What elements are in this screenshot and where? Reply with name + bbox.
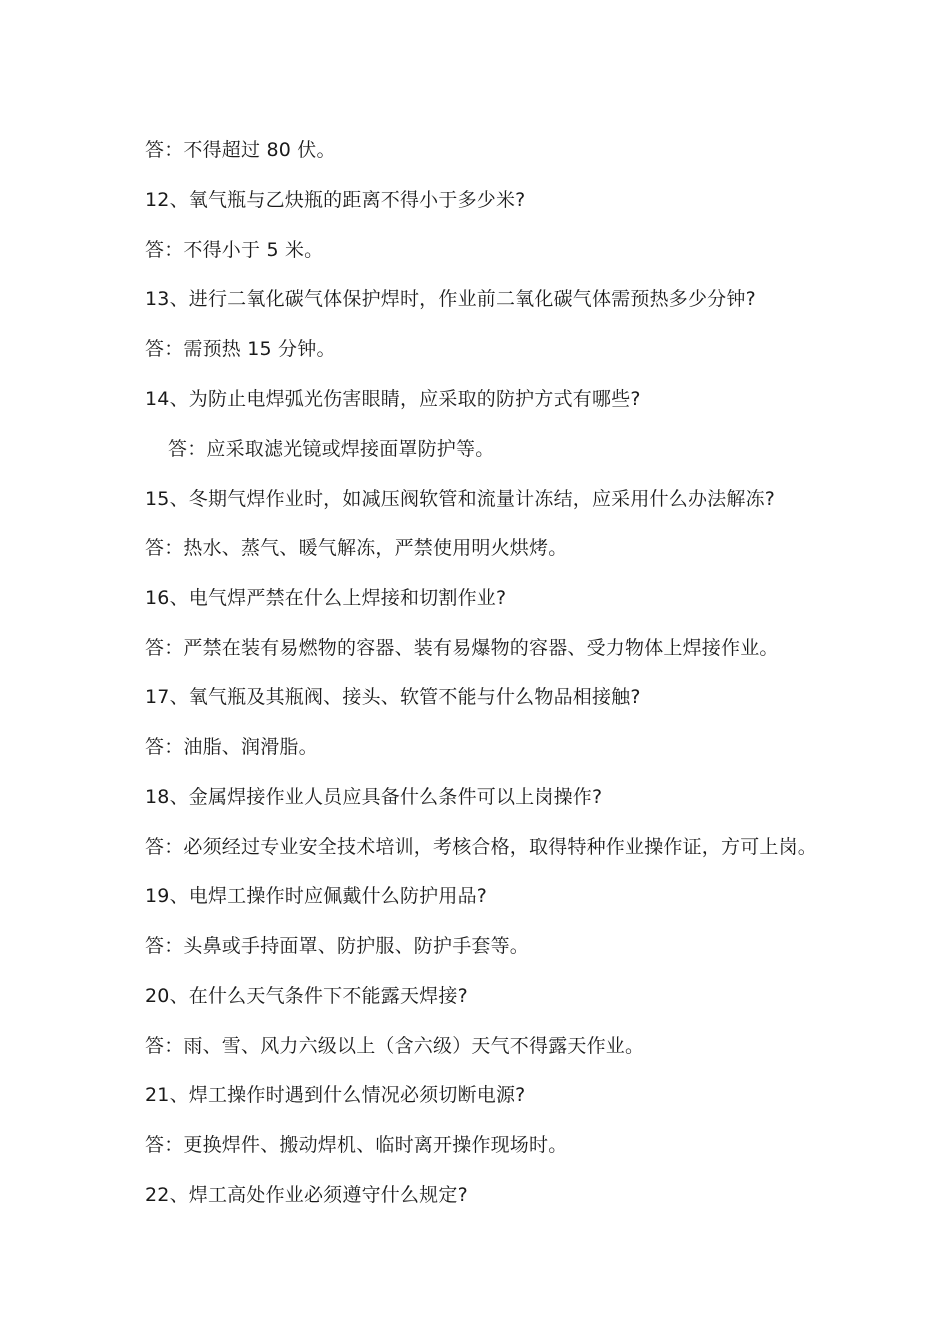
answer-13: 答：需预热 15 分钟。 (145, 338, 336, 360)
question-17: 17、氧气瓶及其瓶阀、接头、软管不能与什么物品相接触? (145, 686, 641, 708)
answer-17: 答：油脂、润滑脂。 (145, 736, 318, 758)
question-20: 20、在什么天气条件下不能露天焊接? (145, 985, 468, 1007)
answer-18: 答：必须经过专业安全技术培训，考核合格，取得特种作业操作证，方可上岗。 (145, 836, 818, 858)
answer-21: 答：更换焊件、搬动焊机、临时离开操作现场时。 (145, 1134, 568, 1156)
question-18: 18、金属焊接作业人员应具备什么条件可以上岗操作? (145, 786, 603, 808)
answer-20: 答：雨、雪、风力六级以上（含六级）天气不得露天作业。 (145, 1035, 645, 1057)
answer-11: 答：不得超过 80 伏。 (145, 139, 336, 161)
answer-16: 答：严禁在装有易燃物的容器、装有易爆物的容器、受力物体上焊接作业。 (145, 637, 779, 659)
question-22: 22、焊工高处作业必须遵守什么规定? (145, 1184, 468, 1206)
question-14: 14、为防止电焊弧光伤害眼睛，应采取的防护方式有哪些? (145, 388, 641, 410)
question-19: 19、电焊工操作时应佩戴什么防护用品? (145, 885, 488, 907)
question-13: 13、进行二氧化碳气体保护焊时，作业前二氧化碳气体需预热多少分钟? (145, 288, 756, 310)
question-15: 15、冬期气焊作业时，如减压阀软管和流量计冻结，应采用什么办法解冻? (145, 488, 776, 510)
question-12: 12、氧气瓶与乙炔瓶的距离不得小于多少米? (145, 189, 526, 211)
answer-19: 答：头鼻或手持面罩、防护服、防护手套等。 (145, 935, 530, 957)
question-21: 21、焊工操作时遇到什么情况必须切断电源? (145, 1084, 526, 1106)
question-16: 16、电气焊严禁在什么上焊接和切割作业? (145, 587, 507, 609)
answer-15: 答：热水、蒸气、暖气解冻，严禁使用明火烘烤。 (145, 537, 568, 559)
answer-14: 答：应采取滤光镜或焊接面罩防护等。 (168, 438, 495, 460)
answer-12: 答：不得小于 5 米。 (145, 239, 324, 261)
